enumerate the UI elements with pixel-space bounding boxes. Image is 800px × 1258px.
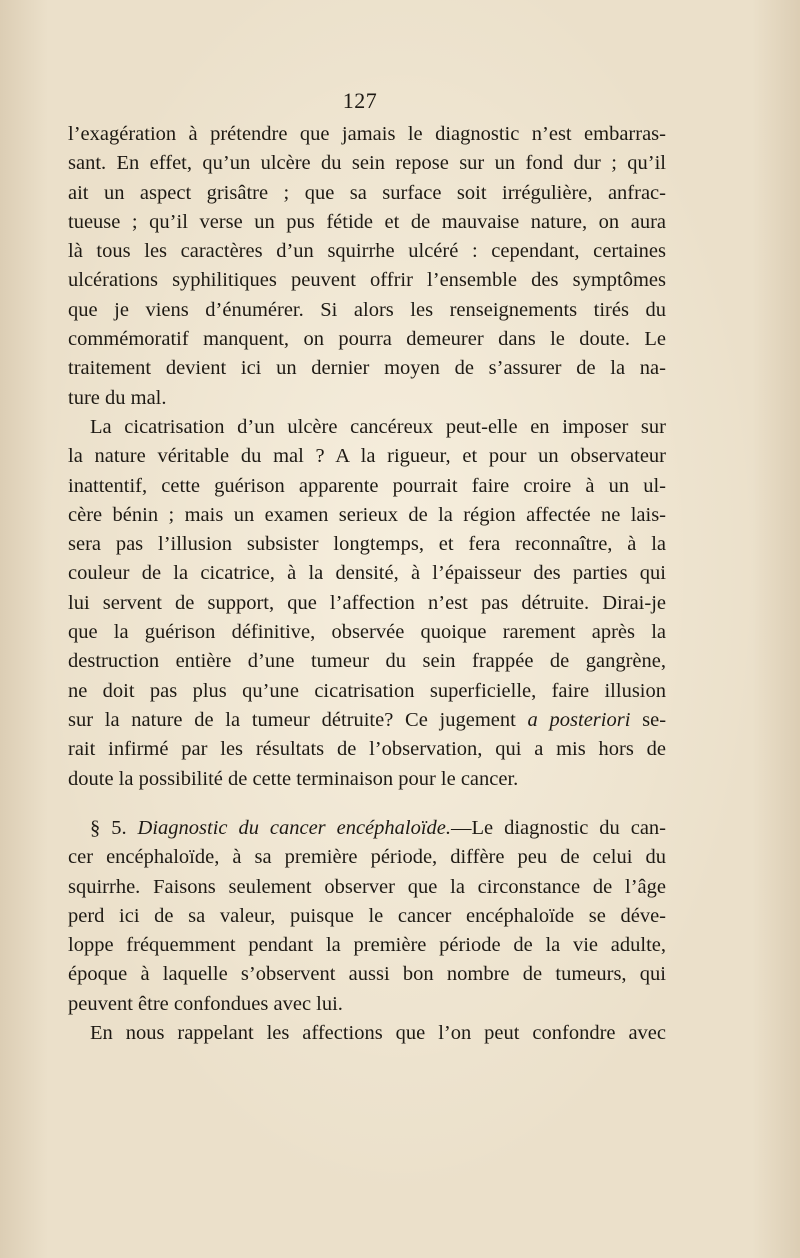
text-line: que je viens d’énumérer. Si alors les renseignements tirés du [68,298,666,321]
text-line: que la guérison définitive, observée quoique rarement après la [68,621,666,644]
text-line: l’exagération à prétendre que jamais le diagnostic n’est embarras- [68,123,666,145]
text-line: là tous les caractères d’un squirrhe ulcéré : cependant, certaines [68,240,666,263]
text-segment: —Le diagnostic du can- [451,817,667,839]
text-block-upper [68,120,666,794]
text-line: cer encéphaloïde, à sa première période, diffère peu de celui du [68,846,666,869]
text-line: squirrhe. Faisons seulement observer que la circonstance de l’âge [68,875,666,898]
text-line: la nature véritable du mal ? A la rigueur, et pour un observateur [68,445,666,468]
section-number: § 5. [90,817,127,839]
text-line: doute la possibilité de cette terminaison pour le cancer. [68,767,519,790]
text-line: loppe fréquemment pendant la première période de la vie adulte, [68,934,666,957]
text-line: inattentif, cette guérison apparente pourrait faire croire à un ul- [68,474,666,497]
text-line: ne doit pas plus qu’une cicatrisation superficielle, faire illusion [68,679,666,702]
text-segment: sur la nature de la tumeur détruite? Ce jugement [68,708,516,731]
text-line: commémoratif manquent, on pourra demeurer dans le doute. Le [68,328,666,351]
text-line: ulcérations syphilitiques peuvent offrir l’ensemble des symptômes [68,269,666,292]
section-title: Diagnostic du cancer encéphaloïde. [137,817,452,839]
text-block-lower [68,814,666,1048]
text-line: traitement devient ici un dernier moyen de s’assurer de la na- [68,357,666,380]
text-line: ture du mal. [68,386,167,409]
text-line: tueuse ; qu’il verse un pus fétide et de mauvaise nature, on aura [68,210,666,233]
text-line: perd ici de sa valeur, puisque le cancer encéphaloïde se déve- [68,904,666,927]
text-line: sant. En effet, qu’un ulcère du sein repose sur un fond dur ; qu’il [68,152,666,175]
text-line: ait un aspect grisâtre ; que sa surface soit irrégulière, anfrac- [68,181,666,204]
text-line: cère bénin ; mais un examen serieux de la région affectée ne lais- [68,503,666,526]
text-line: sera pas l’illusion subsister longtemps, et fera reconnaître, à la [68,533,666,556]
text-line: époque à laquelle s’observent aussi bon nombre de tumeurs, qui [68,963,666,986]
text-line-mixed [68,706,666,735]
text-line: destruction entière d’une tumeur du sein frappée de gangrène, [68,650,666,673]
text-line: peuvent être confondues avec lui. [68,992,343,1015]
italic-phrase: a posteriori [527,708,631,731]
text-line: lui servent de support, que l’affection n’est pas détruite. Dirai-je [68,591,666,614]
text-line: En nous rappelant les affections que l’on peut confondre avec [90,1022,666,1045]
page-number: 127 [342,88,378,113]
text-line: rait infirmé par les résultats de l’observation, qui a mis hors de [68,738,666,761]
text-segment: se- [642,708,667,731]
text-line: La cicatrisation d’un ulcère cancéreux peut-elle en imposer sur [90,415,666,438]
text-line: couleur de la cicatrice, à la densité, à l’épaisseur des parties qui [68,562,666,585]
section-heading-line [68,814,666,843]
